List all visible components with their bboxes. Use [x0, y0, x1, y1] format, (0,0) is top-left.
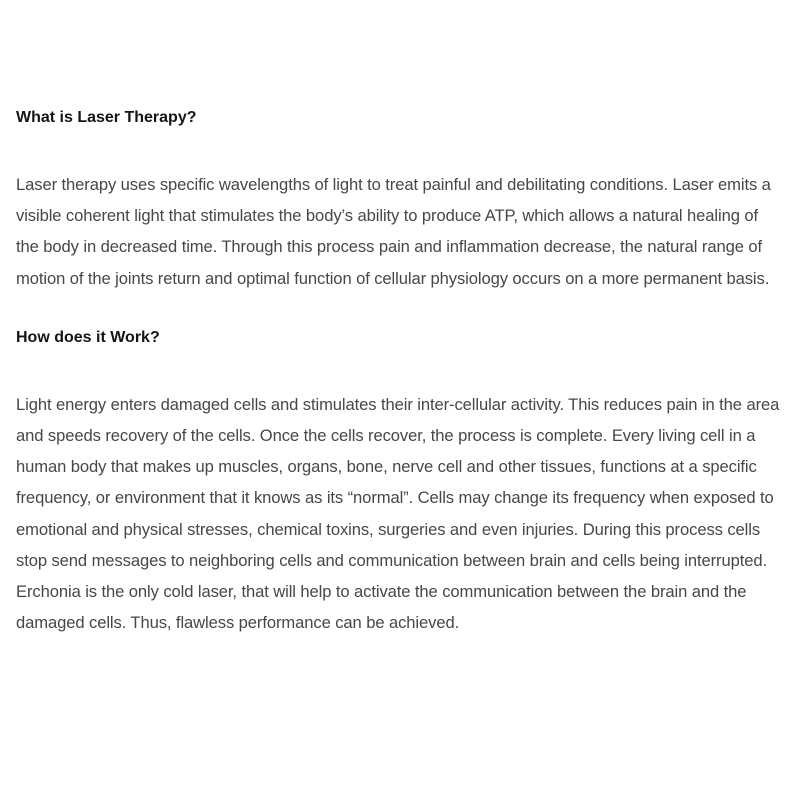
section-heading-how-does-it-work: How does it Work?: [16, 328, 160, 346]
section-body-what-is-laser-therapy: Laser therapy uses specific wavelengths of light to treat painful and debilitating conditions. Laser emits a visible coherent light that stimulates the body’s ability to produce ATP, which allows a natural healing of the body in decreased time. Through this process pain and inflammation decrease, the natural range of motion of the joints return and optimal function of cellular physiology occurs on a more permanent basis.: [16, 175, 771, 288]
section-body-how-does-it-work: Light energy enters damaged cells and stimulates their inter-cellular activity. This reduces pain in the area and speeds recovery of the cells. Once the cells recover, the process is complete. Every living cell in a human body that makes up muscles, organs, bone, nerve cell and other tissues, functions at a specific frequency, or environment that it knows as its “normal”. Cells may change its frequency when exposed to emotional and physical stresses, chemical toxins, surgeries and even injuries. During this process cells stop send messages to neighboring cells and communication between brain and cells being interrupted. Erchonia is the only cold laser, that will help to activate the communication between the brain and the damaged cells. Thus, flawless performance can be achieved.: [16, 394, 780, 633]
section-heading-what-is-laser-therapy: What is Laser Therapy?: [16, 109, 197, 126]
